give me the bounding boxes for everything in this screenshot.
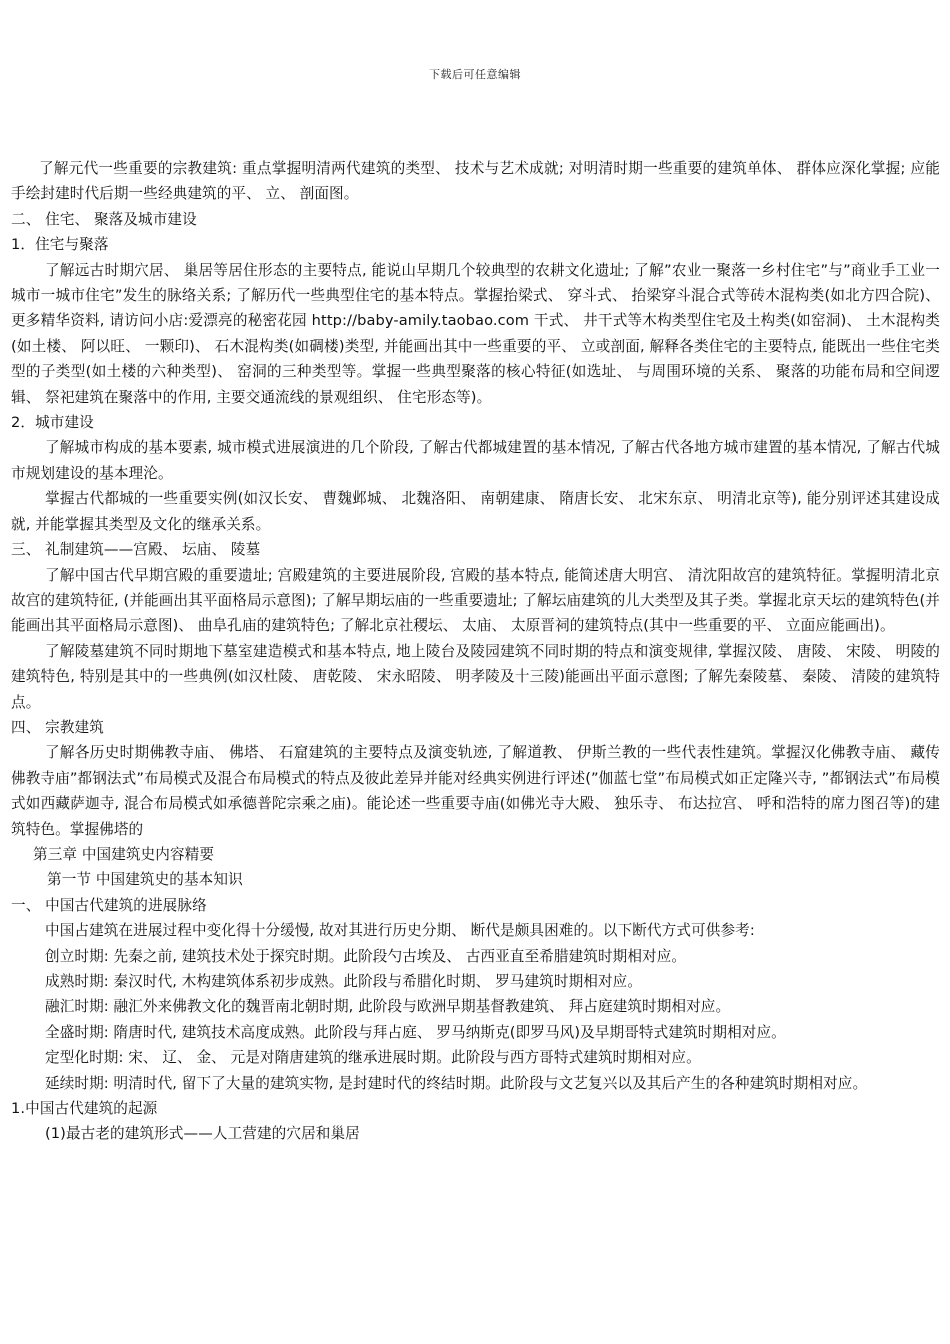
document-body bbox=[11, 156, 940, 1147]
period-item: 全盛时期: 隋唐时代, 建筑技术高度成熟。此阶段与拜占庭、 罗马纳斯克(即罗马风)及早期哥特式建筑时期相对应。 bbox=[45, 1023, 786, 1041]
period-item: 成熟时期: 秦汉时代, 木构建筑体系初步成熟。此阶段与希腊化时期、 罗马建筑时期相对应。 bbox=[45, 973, 643, 990]
chapter-heading: 第三章 中国建筑史内容精要 bbox=[33, 845, 215, 863]
period-item: 融汇时期: 融汇外来佛教文化的魏晋南北朝时期, 此阶段与欧洲早期基督教建筑、 拜占庭建筑时期相对应。 bbox=[45, 998, 731, 1016]
section-heading: 三、 礼制建筑——宫殿、 坛庙、 陵墓 bbox=[11, 541, 261, 559]
paragraph: 了解远古时期穴居、 巢居等居住形态的主要特点, 能说山早期几个较典型的农耕文化遗址; 了解”农业一聚落一乡村住宅”与”商业手工业一城市一城市住宅”发生的脉络关系; 了解历代一些典型住宅的基本特点。掌握抬梁式、 穿斗式、 抬梁穿斗混合式等砖木混构类(如北方四合院)、 更多精华资料, 请访问小店:爱漂亮的秘密花园 http://baby-amily.taobao.com 干式、 井干式等木构类型住宅及土构类(如窑洞)、 土木混构类(如土楼、 阿以旺、 一颗印)、 石木混构类(如碉楼)类型, 并能画出其中一些重要的平、 立或剖面, 解释各类住宅的主要特点, 能既出一些住宅类型的子类型(如土楼的六种类型)、 窑洞的三种类型等。掌握一些典型聚落的核心特征(如选址、 与周围环境的关系、 聚落的功能布局和空间逻辑、 祭祀建筑在聚落中的作用, 主要交通流线的景观组织、 住宅形态等)。 bbox=[11, 261, 940, 406]
paragraph: 了解陵墓建筑不同时期地下墓室建造模式和基本特点, 地上陵台及陵园建筑不同时期的特点和演变规律, 掌握汉陵、 唐陵、 宋陵、 明陵的建筑特色, 特别是其中的一些典例(如汉杜陵、 唐乾陵、 宋永昭陵、 明孝陵及十三陵)能画出平面示意图; 了解先秦陵墓、 秦陵、 清陵的建筑特点。 bbox=[11, 642, 940, 711]
paragraph: 了解各历史时期佛教寺庙、 佛塔、 石窟建筑的主要特点及演变轨迹, 了解道教、 伊斯兰教的一些代表性建筑。掌握汉化佛教寺庙、 藏传佛教寺庙”都钢法式”布局模式及混合布局模式的特点及彼此差异并能对经典实例进行评述(”伽蓝七堂”布局模式如正定隆兴寺, ”都钢法式”布局模式如西藏萨迦寺, 混合布局模式如承德普陀宗乘之庙)。能论述一些重要寺庙(如佛光寺大殿、 独乐寺、 布达拉宫、 呼和浩特的席力图召等)的建筑特色。掌握佛塔的 bbox=[11, 744, 940, 838]
subsection-heading: 1．住宅与聚落 bbox=[11, 236, 109, 254]
period-item: 创立时期: 先秦之前, 建筑技术处于探究时期。此阶段勺古埃及、 古西亚直至希腊建筑时期相对应。 bbox=[45, 947, 687, 965]
period-item: 延续时期: 明清时代, 留下了大量的建筑实物, 是封建时代的终结时期。此阶段与文艺复兴以及其后产生的各种建筑时期相对应。 bbox=[45, 1074, 868, 1092]
paragraph: 了解元代一些重要的宗教建筑: 重点掌握明清两代建筑的类型、 技术与艺术成就; 对明清时期一些重要的建筑单体、 群体应深化掌握; 应能手绘封建时代后期一些经典建筑的平、 立、 剖面图。 bbox=[11, 160, 940, 203]
section-heading: 二、 住宅、 聚落及城市建设 bbox=[11, 210, 197, 228]
period-item: 定型化时期: 宋、 辽、 金、 元是对隋唐建筑的继承进展时期。此阶段与西方哥特式建筑时期相对应。 bbox=[45, 1049, 701, 1067]
paragraph: 了解中国古代早期宫殿的重要遗址; 宫殿建筑的主要进展阶段, 宫殿的基本特点, 能简述唐大明宫、 清沈阳故宫的建筑特征。掌握明清北京故宫的建筑特征, (并能画出其平面格局示意图); 了解早期坛庙的一些重要遗址; 了解坛庙建筑的儿大类型及其子类。掌握北京天坛的建筑特色(并能画出其平面格局示意图)、 曲阜孔庙的建筑特色; 了解北京社稷坛、 太庙、 太原晋祠的建筑特点(其中一些重要的平、 立面应能画出)。 bbox=[11, 566, 940, 635]
subsection-heading: 1.中国古代建筑的起源 bbox=[11, 1100, 158, 1118]
section-heading: 四、 宗教建筑 bbox=[11, 718, 104, 736]
section-heading: 一、 中国古代建筑的进展脉络 bbox=[11, 896, 207, 914]
paragraph: 掌握古代都城的一些重要实例(如汉长安、 曹魏邺城、 北魏洛阳、 南朝建康、 隋唐长安、 北宋东京、 明清北京等), 能分别评述其建设成就, 并能掌握其类型及文化的继承关系。 bbox=[11, 490, 940, 533]
paragraph: 了解城市构成的基本要素, 城市模式进展演进的几个阶段, 了解古代都城建置的基本情况, 了解古代各地方城市建置的基本情况, 了解古代城市规划建设的基本理沦。 bbox=[11, 439, 940, 482]
page-header: 下载后可任意编辑 bbox=[429, 68, 521, 81]
paragraph: 中国占建筑在进展过程中变化得十分缓慢, 故对其进行历史分期、 断代是颇具困难的。以下断代方式可供参考: bbox=[45, 922, 755, 940]
paragraph: (1)最古老的建筑形式——人工营建的穴居和巢居 bbox=[45, 1125, 360, 1143]
section-title: 第一节 中国建筑史的基本知识 bbox=[47, 871, 243, 889]
subsection-heading: 2．城市建设 bbox=[11, 414, 94, 432]
